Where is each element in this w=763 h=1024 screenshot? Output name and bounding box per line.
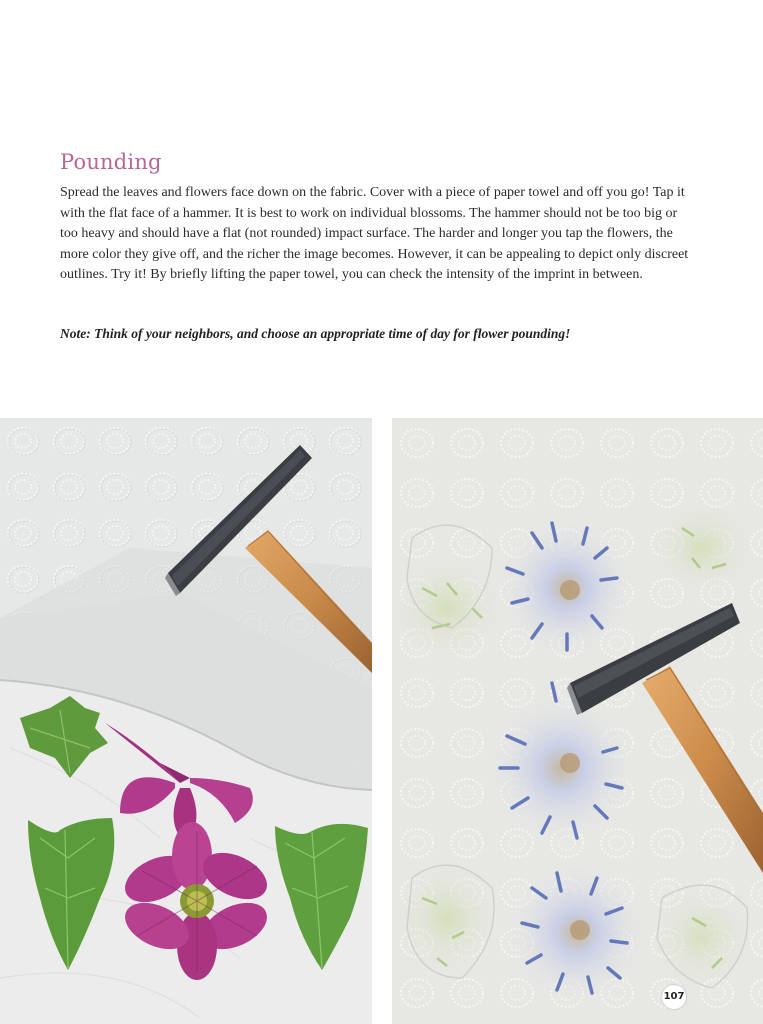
photo-hammer-fresh-flowers [0,418,372,1024]
page-number: 107 [662,985,686,1009]
section-heading: Pounding [60,150,162,174]
photo-pounded-prints [392,418,763,1024]
note-text: Note: Think of your neighbors, and choose an appropriate time of day for flower pounding! [60,326,571,341]
body-paragraph: Spread the leaves and flowers face down on the fabric. Cover with a piece of paper towel and off you go! Tap it with the flat face of a hammer. It is best to work on individual blossoms. The hammer should not be too big or too heavy and should have a flat (not rounded) impact surface. The harder and longer you tap the flowers, the more color they give off, and the richer the image becomes. However, it can be appealing to depict only discreet outlines. Try it! By briefly lifting the paper towel, you can check the intensity of the imprint in between. [60,185,689,283]
